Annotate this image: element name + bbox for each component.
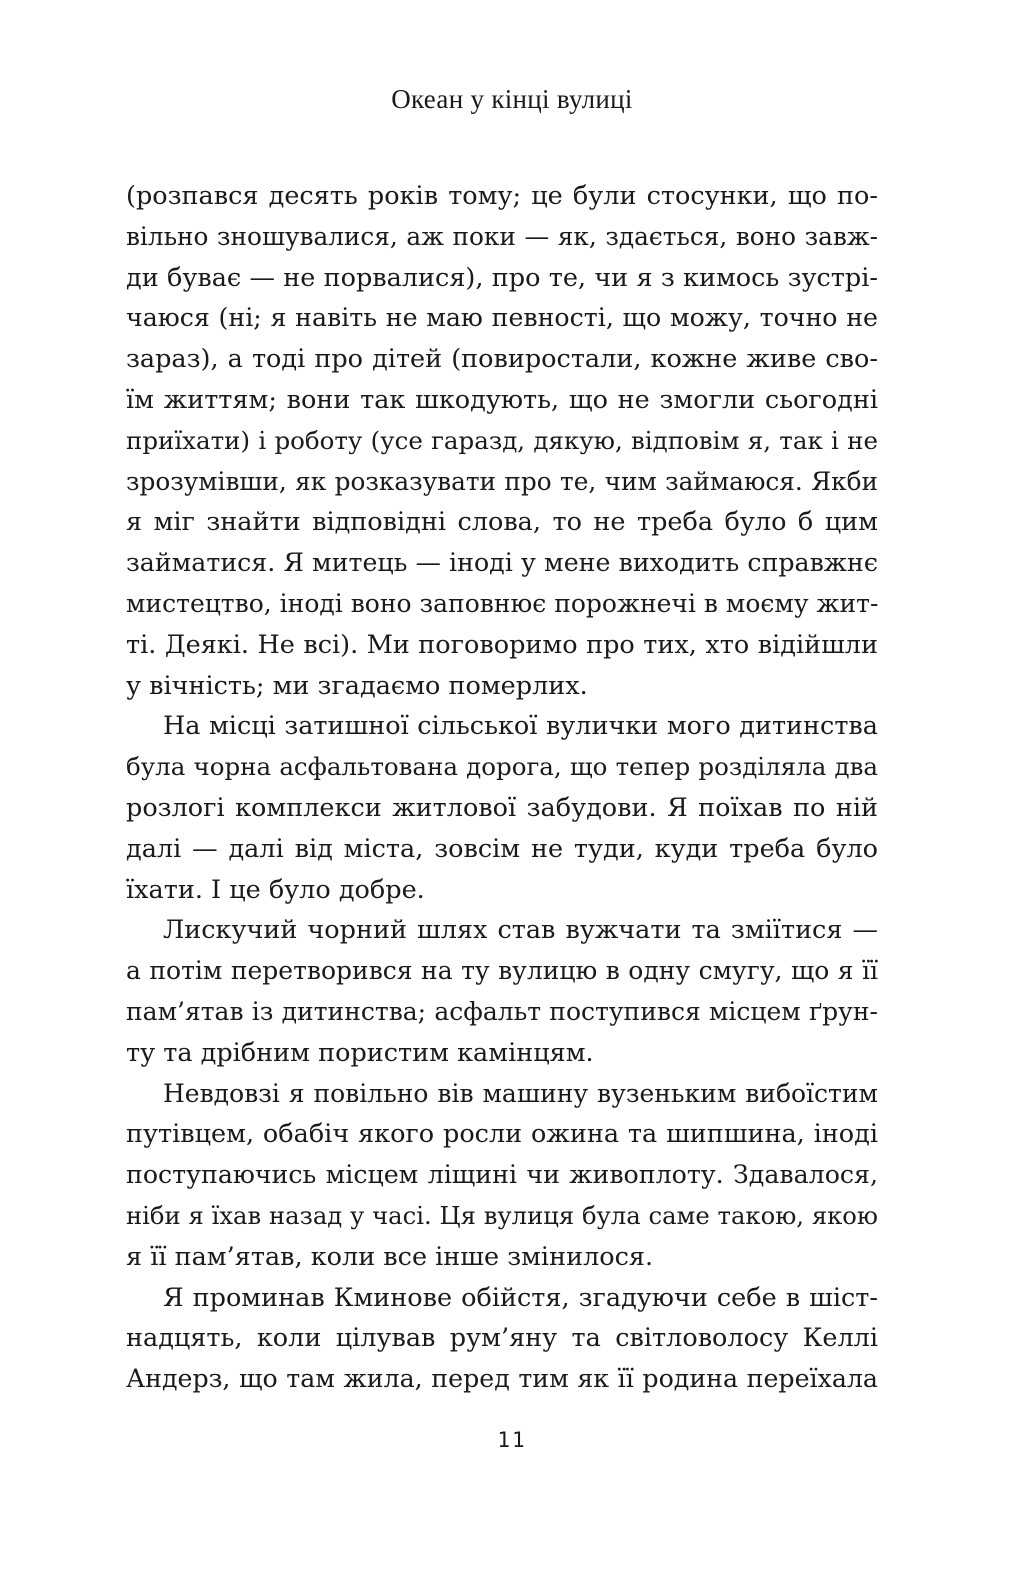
text-line: На місці затишної сільської вулички мого дитинства xyxy=(163,711,878,742)
text-line: путівцем, обабіч якого росли ожина та шипшина, іноді xyxy=(126,1119,878,1150)
text-line: чаюся (ні; я навіть не маю певності, що можу, точно не xyxy=(126,303,878,333)
text-line: Андерз, що там жила, перед тим як її родина переїхала xyxy=(126,1364,878,1394)
text-line: їхати. І це було добре. xyxy=(126,874,425,905)
text-line: пам’ятав із дитинства; асфальт поступився місцем ґрун- xyxy=(126,996,878,1026)
text-line: ту та дрібним пористим камінцям. xyxy=(126,1037,594,1068)
text-line: розлогі комплекси житлової забудови. Я поїхав по ній xyxy=(126,792,878,823)
text-line: ніби я їхав назад у часі. Ця вулиця була саме такою, якою xyxy=(126,1200,878,1230)
text-line: я її пам’ятав, коли все інше змінилося. xyxy=(126,1241,654,1272)
text-line: далі — далі від міста, зовсім не туди, куди треба було xyxy=(126,833,878,864)
text-line: Невдовзі я повільно вів машину вузеньким вибоїстим xyxy=(163,1078,878,1108)
text-line: вільно зношувалися, аж поки — як, здається, воно завж- xyxy=(126,221,878,251)
text-line: а потім перетворився на ту вулицю в одну смугу, що я її xyxy=(126,956,878,986)
text-line: Лискучий чорний шлях став вужчати та зміїтися — xyxy=(163,915,878,946)
text-line: зараз), а тоді про дітей (повиростали, кожне живе сво- xyxy=(126,344,878,375)
text-line: мистецтво, іноді воно заповнює порожнечі в моєму жит- xyxy=(126,588,879,618)
text-line: у вічність; ми згадаємо померлих. xyxy=(126,670,588,701)
text-line: я міг знайти відповідні слова, то не треба було б цим xyxy=(126,507,878,538)
text-line: зрозумівши, як розказувати про те, чим займаюся. Якби xyxy=(126,466,878,496)
body-text xyxy=(126,176,878,1400)
text-line: Я проминав Кминове обійстя, згадуючи себе в шіст- xyxy=(163,1282,878,1313)
text-line: їм життям; вони так шкодують, що не змогли сьогодні xyxy=(126,384,878,415)
text-line: поступаючись місцем ліщині чи живоплоту. Здавалося, xyxy=(126,1160,878,1190)
text-line: приїхати) і роботу (усе гаразд, дякую, відповім я, так і не xyxy=(126,425,878,455)
text-line: ди буває — не порвалися), про те, чи я з кимось зустрі- xyxy=(126,262,878,293)
text-line: була чорна асфальтована дорога, що тепер розділяла два xyxy=(126,752,878,782)
text-line: займатися. Я митець — іноді у мене виходить справжнє xyxy=(126,548,878,578)
running-header: Океан у кінці вулиці xyxy=(391,84,633,114)
page-number: 11 xyxy=(497,1428,527,1452)
text-line: надцять, коли цілував рум’яну та світловолосу Келлі xyxy=(126,1323,878,1354)
text-line: ті. Деякі. Не всі). Ми поговоримо про тих, хто відійшли xyxy=(126,629,878,660)
text-line: (розпався десять років тому; це були стосунки, що по- xyxy=(126,181,878,211)
